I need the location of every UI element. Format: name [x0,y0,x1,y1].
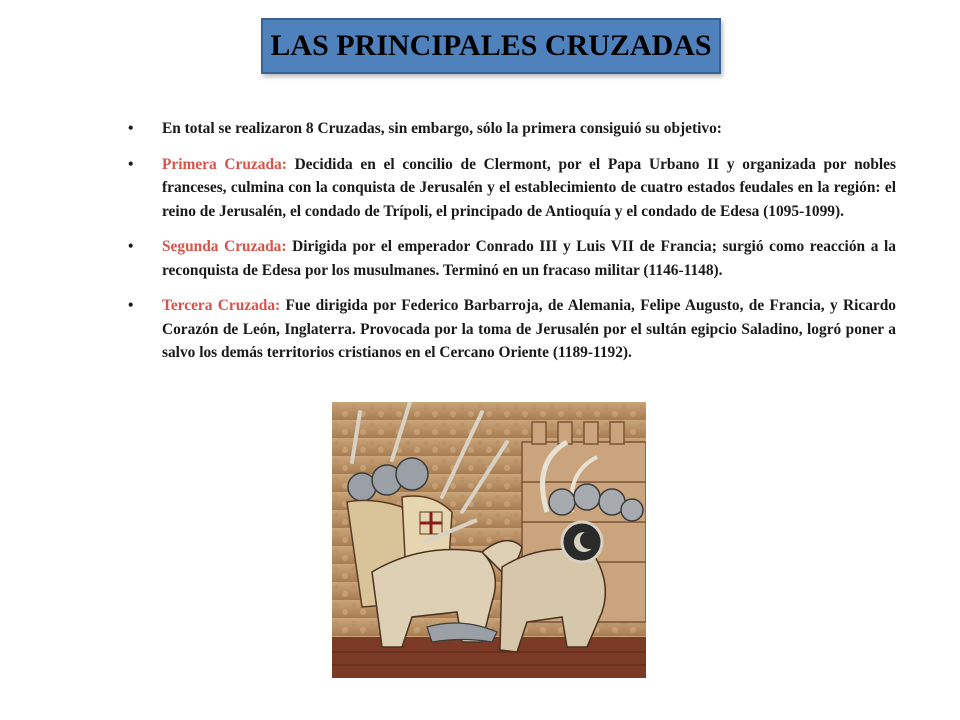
bullet-item-segunda [128,235,896,282]
bullet-item-primera [128,153,896,224]
bullet-text: En total se realizaron 8 Cruzadas, sin embargo, sólo la primera consiguió su objetivo: [162,120,722,137]
battle-illustration [332,402,646,678]
bullet-lead: Tercera Cruzada: [162,297,286,314]
bullet-text: Fue dirigida por Federico Barbarroja, de Alemania, Felipe Augusto, de Francia, y Ricardo Corazón de León, Inglaterra. Provocada por la toma de Jerusalén por el sultán egipcio Saladino, logró poner a salvo los demás territorios cristianos en el Cercano Oriente (1189-1192). [162,297,896,361]
title-box [261,18,721,74]
bullet-icon: • [128,155,134,173]
bullet-item-tercera [128,294,896,365]
bullet-text: Decidida en el concilio de Clermont, por el Papa Urbano II y organizada por nobles franceses, culmina con la conquista de Jerusalén y el establecimiento de cuatro estados feudales en la región: el reino de Jerusalén, el condado de Trípoli, el principado de Antioquía y el condado de Edesa (1095-1099). [162,155,896,220]
page-title: LAS PRINCIPALES CRUZADAS [270,29,712,62]
bullet-lead: Segunda Cruzada: [162,238,293,255]
bullet-item-intro [128,117,896,141]
bullet-lead: Primera Cruzada: [162,155,295,173]
bullet-icon: • [128,120,134,137]
crusade-battle-painting [332,402,646,678]
bullet-list [128,117,896,377]
bullet-icon: • [128,297,134,314]
bullet-text: Dirigida por el emperador Conrado III y Luis VII de Francia; surgió como reacción a la reconquista de Edesa por los musulmanes. Terminó en un fracaso militar (1146-1148). [162,238,896,279]
bullet-icon: • [128,238,134,255]
